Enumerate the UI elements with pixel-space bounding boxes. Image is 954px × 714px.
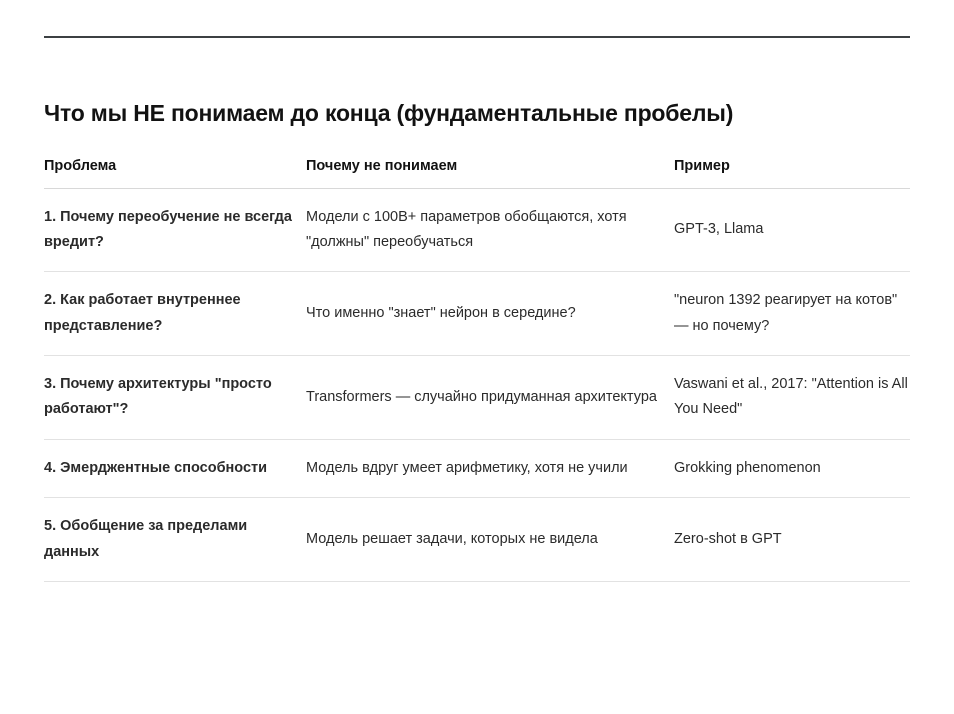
- table-row: [44, 439, 910, 497]
- column-header-why: Почему не понимаем: [306, 157, 458, 174]
- document-page: [0, 36, 954, 714]
- page-title: Что мы НЕ понимаем до конца (фундаментальные пробелы): [44, 100, 734, 126]
- cell-problem: 2. Как работает внутреннее представление?: [44, 272, 306, 356]
- cell-example: Grokking phenomenon: [674, 439, 910, 497]
- cell-problem: 3. Почему архитектуры "просто работают"?: [44, 356, 306, 440]
- cell-example: "neuron 1392 реагирует на котов" — но почему?: [674, 272, 910, 356]
- table-row: [44, 272, 910, 356]
- cell-problem: 1. Почему переобучение не всегда вредит?: [44, 188, 306, 272]
- table-header: [44, 158, 910, 189]
- table-row: [44, 188, 910, 272]
- table-body: [44, 188, 910, 581]
- column-header-problem: Проблема: [44, 157, 117, 174]
- cell-example: Vaswani et al., 2017: "Attention is All You Need": [674, 356, 910, 440]
- cell-why: Transformers — случайно придуманная архитектура: [306, 356, 674, 440]
- cell-why: Модели с 100B+ параметров обобщаются, хотя "должны" переобучаться: [306, 188, 674, 272]
- top-divider: [44, 36, 910, 38]
- cell-problem: 4. Эмерджентные способности: [44, 439, 306, 497]
- cell-why: Модель вдруг умеет арифметику, хотя не учили: [306, 439, 674, 497]
- cell-why: Модель решает задачи, которых не видела: [306, 498, 674, 582]
- cell-problem: 5. Обобщение за пределами данных: [44, 498, 306, 582]
- table-row: [44, 356, 910, 440]
- cell-why: Что именно "знает" нейрон в середине?: [306, 272, 674, 356]
- cell-example: Zero-shot в GPT: [674, 498, 910, 582]
- column-header-example: Пример: [674, 157, 730, 174]
- table-header-row: [44, 158, 910, 189]
- cell-example: GPT-3, Llama: [674, 188, 910, 272]
- gaps-table: [44, 158, 910, 582]
- table-row: [44, 498, 910, 582]
